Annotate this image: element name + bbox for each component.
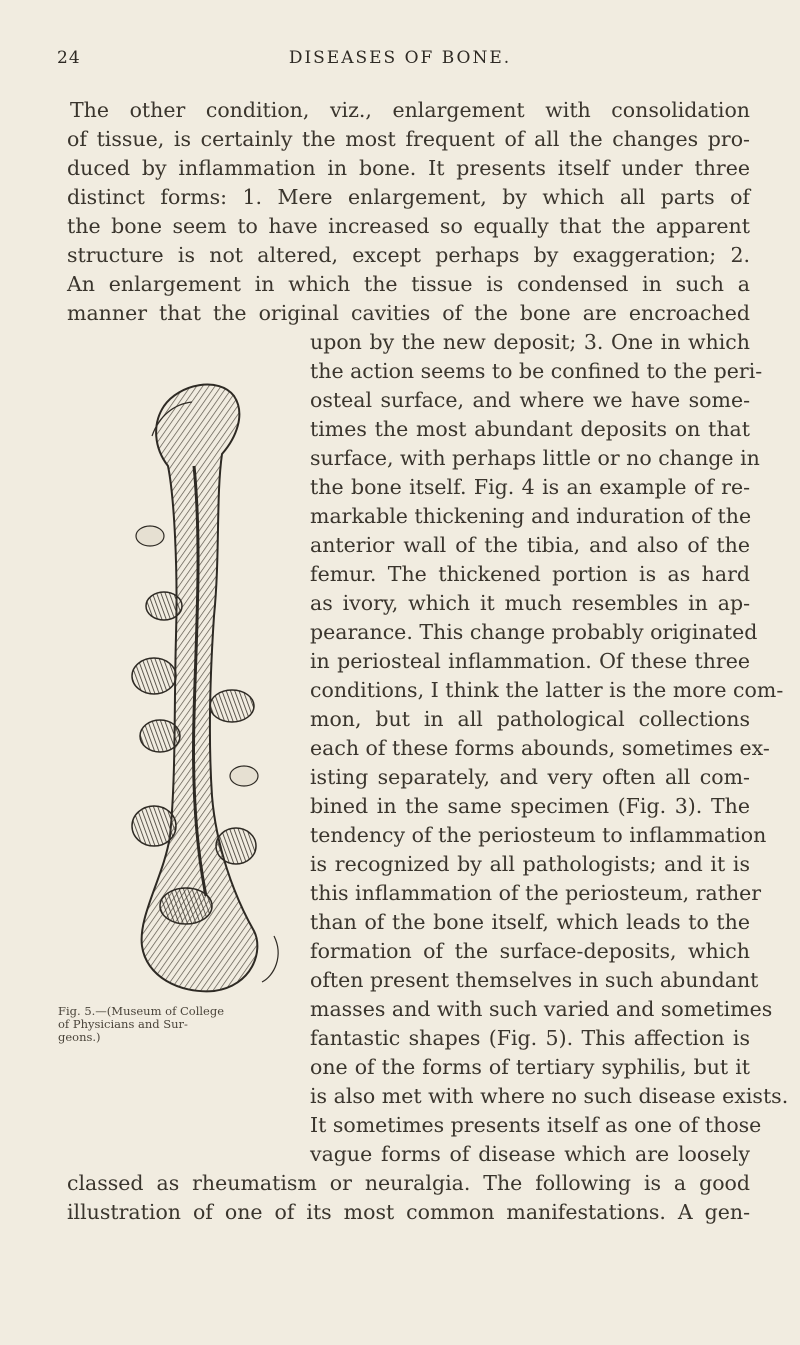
text-line: times the most abundant deposits on that xyxy=(310,417,750,441)
caption-line: geons.) xyxy=(58,1030,101,1044)
text-line: of tissue, is certainly the most frequent of all the changes pro- xyxy=(67,127,750,151)
text-line: conditions, I think the latter is the more com- xyxy=(310,678,784,702)
text-line: the bone seem to have increased so equally that the apparent xyxy=(67,214,750,238)
figure-caption xyxy=(58,1005,258,1044)
text-line: masses and with such varied and sometimes xyxy=(310,997,773,1021)
text-line: bined in the same specimen (Fig. 3). The xyxy=(310,794,750,818)
text-line: structure is not altered, except perhaps by exaggeration; 2. xyxy=(67,243,750,267)
caption-line: of Physicians and Sur- xyxy=(58,1017,188,1031)
text-line: in periosteal inflammation. Of these three xyxy=(310,649,750,673)
text-line: each of these forms abounds, sometimes ex- xyxy=(310,736,770,760)
text-line: vague forms of disease which are loosely xyxy=(310,1142,750,1166)
caption-line: Fig. 5.—(Museum of College xyxy=(58,1004,225,1018)
text-line: mon, but in all pathological collections xyxy=(310,707,750,731)
text-line: anterior wall of the tibia, and also of the xyxy=(310,533,750,557)
text-line: An enlargement in which the tissue is condensed in such a xyxy=(67,272,750,296)
text-line: the bone itself. Fig. 4 is an example of re- xyxy=(310,475,750,499)
page-number: 24 xyxy=(57,48,81,68)
text-line: distinct forms: 1. Mere enlargement, by which all parts of xyxy=(67,185,750,209)
text-line: formation of the surface-deposits, which xyxy=(310,939,750,963)
text-line: the action seems to be confined to the peri- xyxy=(310,359,763,383)
text-line: surface, with perhaps little or no change in xyxy=(310,446,760,470)
text-line: is also met with where no such disease exists. xyxy=(310,1084,789,1108)
text-line: pearance. This change probably originated xyxy=(310,620,758,644)
text-line: is recognized by all pathologists; and it is xyxy=(310,852,750,876)
text-line: osteal surface, and where we have some- xyxy=(310,388,750,412)
text-line: tendency of the periosteum to inflammation xyxy=(310,823,767,847)
text-line: often present themselves in such abundant xyxy=(310,968,759,992)
text-line: manner that the original cavities of the bone are encroached xyxy=(67,301,750,325)
text-line: fantastic shapes (Fig. 5). This affection is xyxy=(310,1026,750,1050)
running-head xyxy=(0,48,800,78)
text-line: isting separately, and very often all com- xyxy=(310,765,750,789)
text-line: It sometimes presents itself as one of those xyxy=(310,1113,762,1137)
text-line: The other condition, viz., enlargement with consolidation xyxy=(70,98,750,122)
text-line: classed as rheumatism or neuralgia. The following is a good xyxy=(67,1171,750,1195)
text-line: this inflammation of the periosteum, rather xyxy=(310,881,762,905)
text-line: illustration of one of its most common manifestations. A gen- xyxy=(67,1200,750,1224)
text-line: than of the bone itself, which leads to the xyxy=(310,910,750,934)
text-line: one of the forms of tertiary syphilis, but it xyxy=(310,1055,750,1079)
text-line: as ivory, which it much resembles in ap- xyxy=(310,591,750,615)
running-head-title: DISEASES OF BONE. xyxy=(288,48,512,68)
text-line: upon by the new deposit; 3. One in which xyxy=(310,330,750,354)
text-line: femur. The thickened portion is as hard xyxy=(310,562,750,586)
bone-illustration xyxy=(124,376,294,1001)
text-line: duced by inflammation in bone. It presents itself under three xyxy=(67,156,750,180)
text-line: markable thickening and induration of the xyxy=(310,504,752,528)
